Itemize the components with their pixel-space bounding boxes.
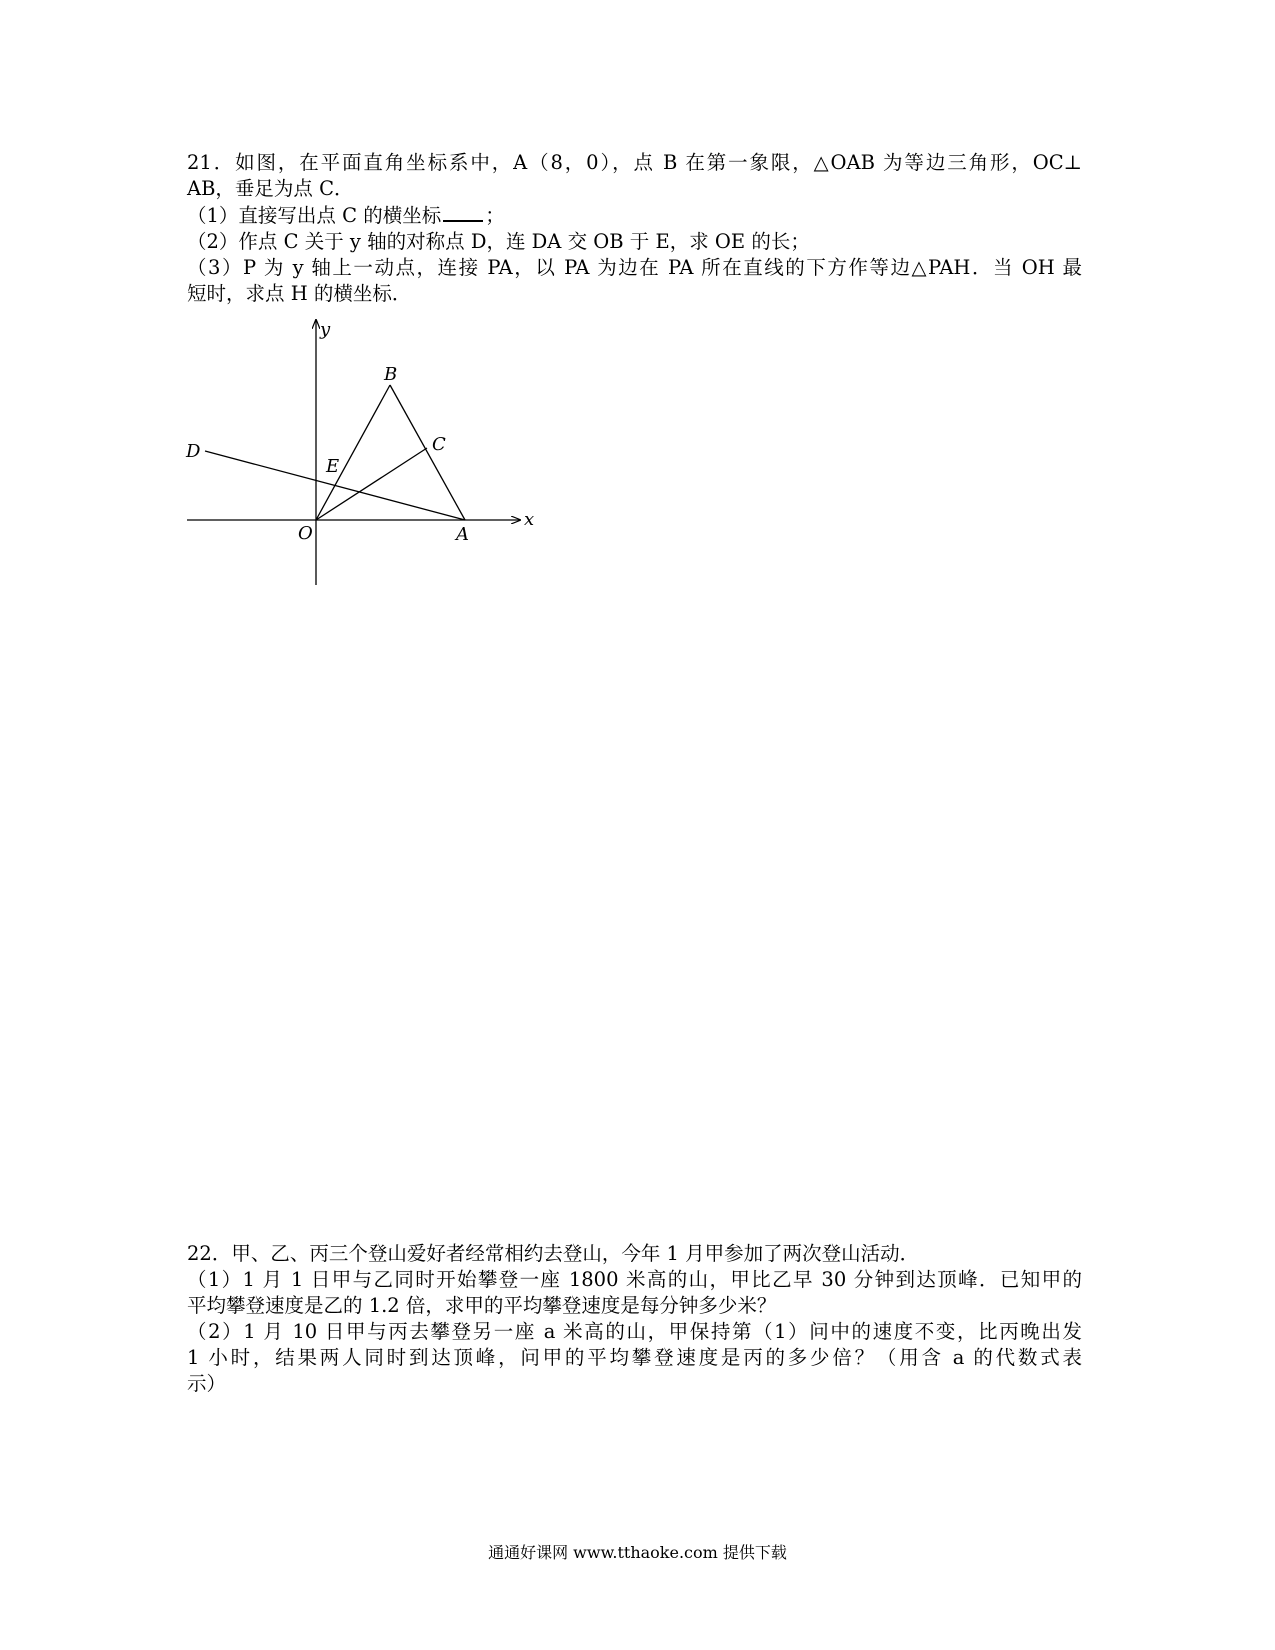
q22-line-3: 平均攀登速度是乙的 1.2 倍，求甲的平均攀登速度是每分钟多少米？ — [187, 1294, 777, 1317]
q21-line-1: 21．如图，在平面直角坐标系中，A（8，0），点 B 在第一象限，△OAB 为等边三角形，OC⊥ — [187, 151, 1082, 174]
q22-line-5: 1 小时，结果两人同时到达顶峰，问甲的平均攀登速度是丙的多少倍？（用含 a 的代数式表 — [187, 1346, 1082, 1369]
label-D: D — [186, 441, 201, 462]
label-A: A — [456, 524, 469, 545]
label-B: B — [384, 364, 398, 385]
q21-part-1-suffix: ； — [485, 204, 505, 227]
q22-line-4: （2）1 月 10 日甲与丙去攀登另一座 a 米高的山，甲保持第（1）问中的速度不变，比丙晚出发 — [187, 1320, 1082, 1343]
segment-OB — [316, 385, 390, 520]
q21-part-1-text: （1）直接写出点 C 的横坐标 — [187, 204, 442, 227]
geometry-figure — [185, 318, 545, 598]
label-x: x — [524, 509, 535, 530]
label-C: C — [432, 434, 446, 455]
label-O: O — [298, 523, 313, 544]
q21-part-3-line-2: 短时，求点 H 的横坐标． — [187, 282, 412, 305]
q21-part-1 — [187, 202, 1082, 229]
q21-part-3-line-1: （3）P 为 y 轴上一动点，连接 PA，以 PA 为边在 PA 所在直线的下方作等边△PAH．当 OH 最 — [187, 256, 1082, 279]
answer-blank — [443, 202, 483, 222]
page-footer: 通通好课网 www.tthaoke.com 提供下载 — [488, 1543, 787, 1562]
label-y: y — [320, 319, 331, 340]
segment-BA — [390, 385, 465, 520]
q22-line-6: 示） — [187, 1372, 227, 1395]
q21-line-2: AB，垂足为点 C． — [187, 177, 354, 200]
q21-part-2: （2）作点 C 关于 y 轴的对称点 D，连 DA 交 OB 于 E，求 OE 的长； — [187, 230, 810, 253]
label-E: E — [326, 456, 340, 477]
q22-line-2: （1）1 月 1 日甲与乙同时开始攀登一座 1800 米高的山，甲比乙早 30 分钟到达顶峰．已知甲的 — [187, 1268, 1082, 1291]
question-21 — [187, 150, 1082, 307]
q22-line-1: 22．甲、乙、丙三个登山爱好者经常相约去登山，今年 1 月甲参加了两次登山活动． — [187, 1242, 920, 1265]
question-22 — [187, 1241, 1082, 1397]
